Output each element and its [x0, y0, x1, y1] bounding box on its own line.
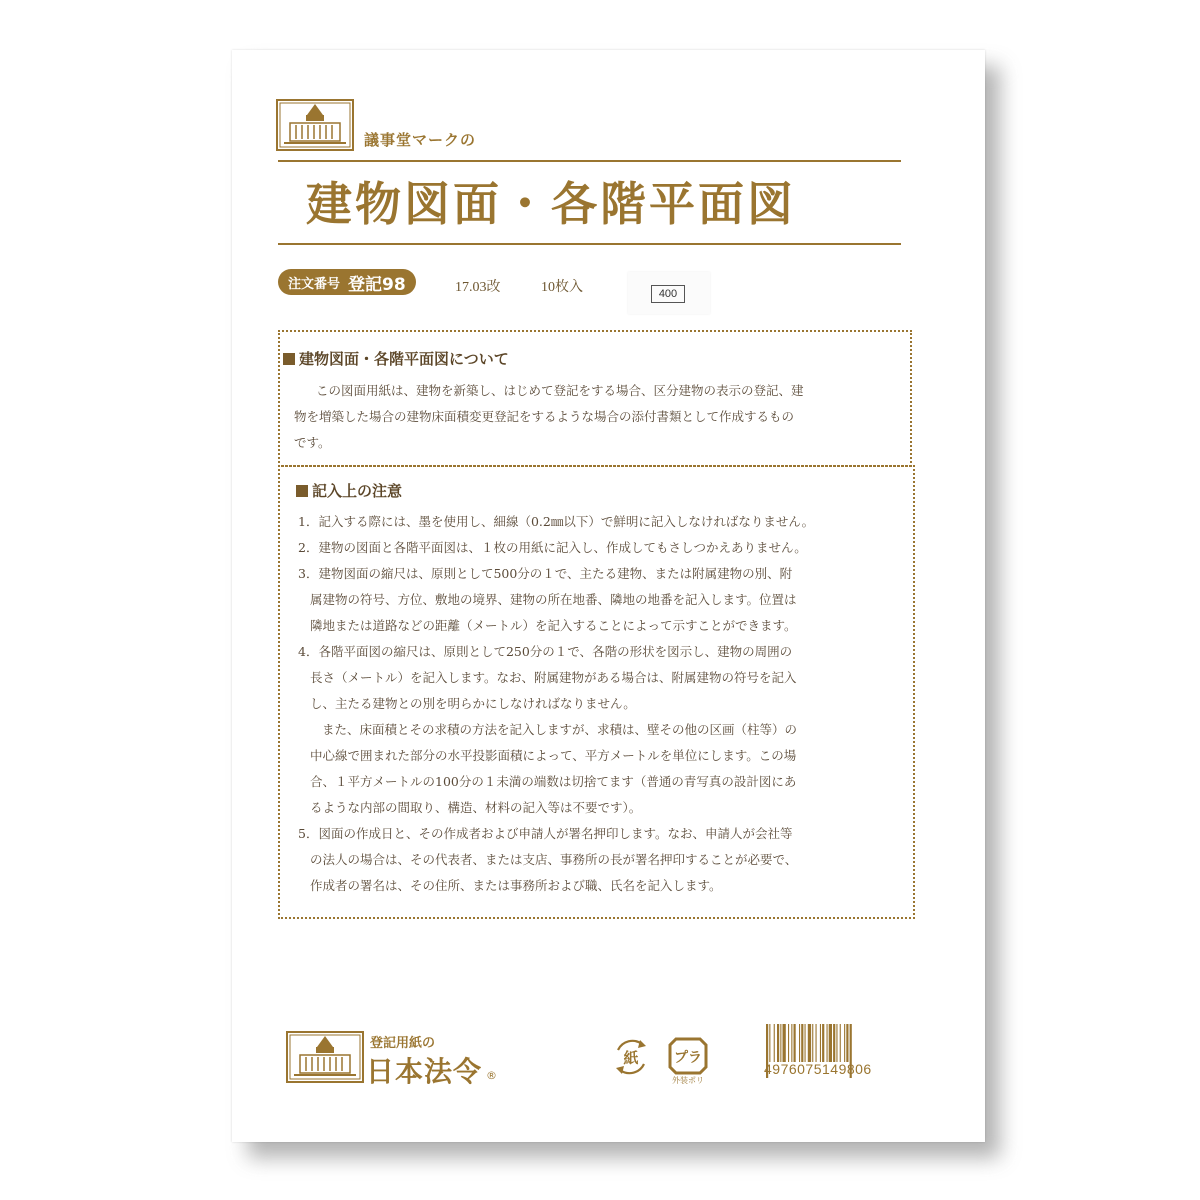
square-bullet-icon [296, 485, 308, 497]
square-bullet-icon [283, 353, 295, 365]
barcode-bar [788, 1024, 789, 1062]
barcode-bar [808, 1024, 811, 1062]
note-line: 隣地または道路などの距離（メートル）を記入することによって示すことができます。 [310, 618, 797, 633]
registered-mark: ® [486, 1069, 497, 1082]
barcode-bar [774, 1024, 775, 1062]
note-line: 3．建物図面の縮尺は、原則として500分の１で、主たる建物、または附属建物の別、附 [298, 566, 793, 581]
barcode-bar [836, 1024, 837, 1062]
subtitle: 議事堂マークの [364, 131, 477, 149]
barcode-bar [820, 1024, 821, 1062]
note-line: るような内部の間取り、構造、材料の記入等は不要です）。 [310, 800, 642, 815]
paper-recycle-icon [610, 1036, 652, 1078]
barcode-bar [846, 1024, 848, 1062]
about-line: です。 [294, 435, 331, 450]
note-line: 2．建物の図面と各階平面図は、１枚の用紙に記入し、作成してもさしつかえありません。 [298, 540, 807, 555]
barcode-bar [812, 1024, 813, 1062]
plastic-recycle-sublabel: 外装ポリ [672, 1076, 704, 1085]
revision-text: 17.03改 [455, 280, 501, 295]
note-line: 5．図面の作成日と、その作成者および申請人が署名押印します。なお、申請人が会社等 [298, 826, 793, 841]
barcode-bar [777, 1024, 779, 1062]
barcode-bar [827, 1024, 828, 1062]
price-code: 400 [651, 285, 685, 303]
barcode-bar [791, 1024, 792, 1062]
title-rule-top [278, 160, 901, 162]
order-number: 登記98 [348, 274, 406, 295]
about-heading: 建物図面・各階平面図について [283, 348, 509, 369]
barcode-bar [783, 1024, 786, 1062]
barcode-bar [816, 1024, 817, 1062]
sheet-count: 10枚入 [541, 280, 583, 295]
note-line: 作成者の署名は、その住所、または事務所および職、氏名を記入します。 [310, 878, 722, 893]
barcode-digits: 4976075149806 [764, 1061, 872, 1077]
barcode-bar [801, 1024, 803, 1062]
barcode-bar [840, 1024, 841, 1062]
note-line: し、主たる建物との別を明らかにしなければなりません。 [310, 696, 636, 711]
barcode-bar [805, 1024, 806, 1062]
note-line: また、床面積とその求積の方法を記入しますが、求積は、壁その他の区画（柱等）の [322, 722, 798, 737]
note-line: 合、１平方メートルの100分の１未満の端数は切捨てます（普通の青写真の設計図にあ [310, 774, 797, 789]
note-line: 1．記入する際には、墨を使用し、細線（0.2㎜以下）で鮮明に記入しなければなりません。 [298, 514, 815, 529]
note-line: 4．各階平面図の縮尺は、原則として250分の１で、各階の形状を図示し、建物の周囲の [298, 644, 793, 659]
about-line: この図面用紙は、建物を新築し、はじめて登記をする場合、区分建物の表示の登記、建 [316, 383, 804, 398]
barcode-bar [769, 1024, 770, 1062]
about-line: 物を増築した場合の建物床面積変更登記をするような場合の添付書類として作成するもの [294, 409, 795, 424]
brand-tagline: 登記用紙の [370, 1036, 436, 1051]
barcode-bar [833, 1024, 835, 1062]
paper-recycle-label: 紙 [623, 1049, 639, 1067]
notes-heading: 記入上の注意 [296, 480, 402, 501]
barcode-bar [844, 1024, 845, 1062]
form-title: 建物図面・各階平面図 [306, 177, 796, 231]
note-line: 中心線で囲まれた部分の水平投影面積によって、平方メートルを単位にします。この場 [310, 748, 797, 763]
note-line: 長さ（メートル）を記入します。なお、附属建物がある場合は、附属建物の符号を記入 [310, 670, 797, 685]
plastic-recycle-label: プラ [674, 1050, 702, 1066]
note-line: の法人の場合は、その代表者、または支店、事務所の長が署名押印することが必要で、 [310, 852, 798, 867]
order-label: 注文番号 [288, 276, 341, 292]
brand-logo-icon [286, 1031, 364, 1083]
title-rule-bottom [278, 243, 901, 245]
barcode-bar [829, 1024, 832, 1062]
barcode-bar [780, 1024, 781, 1062]
brand-name: 日本法令 [366, 1055, 483, 1088]
order-number-badge [278, 269, 416, 295]
barcode-bar [799, 1024, 800, 1062]
barcode-bar [822, 1024, 824, 1062]
note-line: 属建物の符号、方位、敷地の境界、建物の所在地番、隣地の地番を記入します。位置は [310, 592, 797, 607]
barcode-bar [794, 1024, 796, 1062]
diet-building-logo [276, 99, 354, 151]
plastic-recycle-icon [666, 1033, 710, 1085]
